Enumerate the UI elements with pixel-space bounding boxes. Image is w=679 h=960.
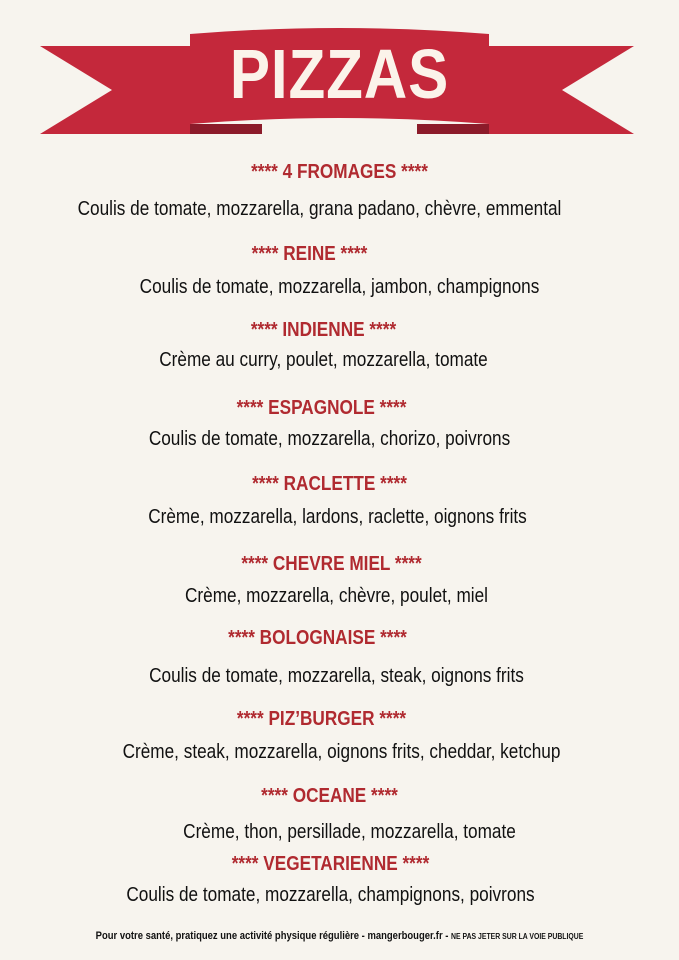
pizza-name: **** OCEANE **** [261, 785, 398, 807]
pizza-ingredients: Coulis de tomate, mozzarella, steak, oignons frits [149, 665, 524, 687]
footer-litter-warning: NE PAS JETER SUR LA VOIE PUBLIQUE [451, 932, 584, 941]
footer-notice [48, 929, 632, 944]
pizza-name: **** VEGETARIENNE **** [231, 853, 430, 875]
footer-health-message: Pour votre santé, pratiquez une activité physique régulière - mangerbouger.fr - [95, 930, 452, 942]
pizza-ingredients: Crème, mozzarella, lardons, raclette, oignons frits [148, 506, 527, 528]
pizza-ingredients: Coulis de tomate, mozzarella, grana padano, chèvre, emmental [77, 198, 562, 220]
page-title: PIZZAS [229, 35, 450, 113]
pizza-name: **** CHEVRE MIEL **** [241, 553, 422, 575]
pizza-ingredients: Crème, steak, mozzarella, oignons frits, cheddar, ketchup [122, 741, 561, 763]
pizza-name: **** RACLETTE **** [252, 473, 407, 495]
pizza-name: **** PIZ’BURGER **** [236, 708, 407, 730]
pizza-ingredients: Crème, mozzarella, chèvre, poulet, miel [184, 585, 489, 607]
pizza-ingredients: Crème, thon, persillade, mozzarella, tomate [183, 821, 516, 843]
pizza-name: **** REINE **** [251, 243, 368, 265]
pizza-name: **** ESPAGNOLE **** [236, 397, 407, 419]
pizza-name: **** INDIENNE **** [250, 319, 397, 341]
pizza-ingredients: Coulis de tomate, mozzarella, jambon, champignons [139, 276, 540, 298]
pizza-ingredients: Crème au curry, poulet, mozzarella, tomate [159, 349, 488, 371]
pizza-name: **** BOLOGNAISE **** [228, 627, 407, 649]
pizza-ingredients: Coulis de tomate, mozzarella, champignons, poivrons [126, 884, 535, 906]
pizza-ingredients: Coulis de tomate, mozzarella, chorizo, poivrons [148, 428, 511, 450]
pizza-name: **** 4 FROMAGES **** [251, 161, 428, 183]
